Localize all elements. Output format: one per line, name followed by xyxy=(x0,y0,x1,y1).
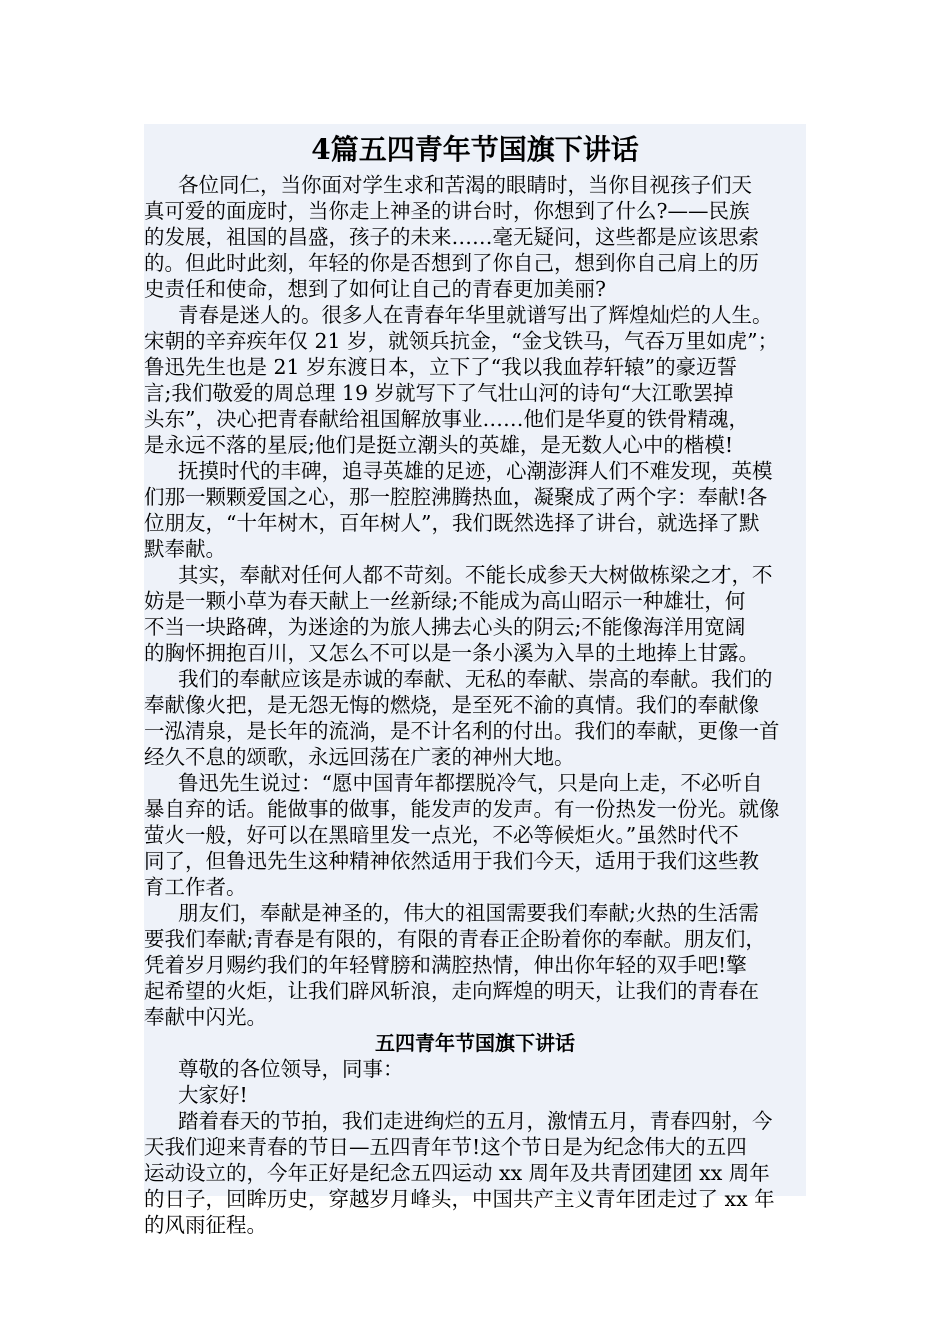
text-line: 要我们奉献;青春是有限的，有限的青春正企盼着你的奉献。朋友们， xyxy=(144,927,766,951)
text-line: 其实，奉献对任何人都不苛刻。不能长成参天大树做栋梁之才，不 xyxy=(178,563,773,587)
text-line: 的发展，祖国的昌盛，孩子的未来……毫无疑问，这些都是应该思索 xyxy=(144,225,759,249)
text-line: 不当一块路碑，为迷途的为旅人拂去心头的阴云;不能像海洋用宽阔 xyxy=(144,615,746,639)
text-line: 萤火一般，好可以在黑暗里发一点光，不必等候炬火。”虽然时代不 xyxy=(144,823,739,847)
text-line: 同了，但鲁迅先生这种精神依然适用于我们今天，适用于我们这些教 xyxy=(144,849,759,873)
text-line: 妨是一颗小草为春天献上一丝新绿;不能成为高山昭示一种雄壮，何 xyxy=(144,589,746,613)
text-line: 宋朝的辛弃疾年仅 21 岁，就领兵抗金，“金戈铁马，气吞万里如虎”； xyxy=(144,329,779,353)
section-title: 五四青年节国旗下讲话 xyxy=(375,1031,575,1055)
text-line: 青春是迷人的。很多人在青春年华里就谱写出了辉煌灿烂的人生。 xyxy=(178,303,773,327)
text-line: 凭着岁月赐约我们的年轻臂膀和满腔热情，伸出你年轻的双手吧!擎 xyxy=(144,953,747,977)
text-line: 位朋友，“十年树木，百年树人”，我们既然选择了讲台，就选择了默 xyxy=(144,511,760,535)
text-line: 史责任和使命，想到了如何让自己的青春更加美丽? xyxy=(144,277,606,301)
text-line: 踏着春天的节拍，我们走进绚烂的五月，激情五月，青春四射，今 xyxy=(178,1109,773,1133)
text-line: 们那一颗颗爱国之心，那一腔腔沸腾热血，凝聚成了两个字：奉献!各 xyxy=(144,485,768,509)
text-line: 尊敬的各位领导，同事： xyxy=(178,1057,404,1081)
text-line: 的胸怀拥抱百川，又怎么不可以是一条小溪为入旱的土地捧上甘露。 xyxy=(144,641,759,665)
text-line: 运动设立的，今年正好是纪念五四运动 xx 周年及共青团建团 xx 周年 xyxy=(144,1161,770,1185)
text-line: 育工作者。 xyxy=(144,875,247,899)
text-line: 我们的奉献应该是赤诚的奉献、无私的奉献、崇高的奉献。我们的 xyxy=(178,667,773,691)
text-line: 是永远不落的星辰;他们是挺立潮头的英雄，是无数人心中的楷模! xyxy=(144,433,734,457)
text-line: 的。但此时此刻，年轻的你是否想到了你自己，想到你自己肩上的历 xyxy=(144,251,759,275)
text-line: 奉献像火把，是无怨无悔的燃烧，是至死不渝的真情。我们的奉献像 xyxy=(144,693,759,717)
text-line: 各位同仁，当你面对学生求和苦渴的眼睛时，当你目视孩子们天 xyxy=(178,173,752,197)
text-line: 默奉献。 xyxy=(144,537,226,561)
text-line: 头东”，决心把青春献给祖国解放事业……他们是华夏的铁骨精魂， xyxy=(144,407,749,431)
text-line: 抚摸时代的丰碑，追寻英雄的足迹，心潮澎湃人们不难发现，英模 xyxy=(178,459,773,483)
text-line: 朋友们，奉献是神圣的，伟大的祖国需要我们奉献;火热的生活需 xyxy=(178,901,759,925)
text-line: 真可爱的面庞时，当你走上神圣的讲台时，你想到了什么?——民族 xyxy=(144,199,750,223)
text-line: 经久不息的颂歌，永远回荡在广袤的神州大地。 xyxy=(144,745,575,769)
document-page xyxy=(144,124,806,1237)
text-line: 鲁迅先生说过：“愿中国青年都摆脱冷气，只是向上走，不必听自 xyxy=(178,771,763,795)
text-line: 奉献中闪光。 xyxy=(144,1005,267,1029)
document-title: 4篇五四青年节国旗下讲话 xyxy=(311,133,639,166)
text-line: 的风雨征程。 xyxy=(144,1213,267,1237)
text-line: 大家好! xyxy=(178,1083,248,1107)
text-line: 一泓清泉，是长年的流淌，是不计名利的付出。我们的奉献，更像一首 xyxy=(144,719,780,743)
text-line: 天我们迎来青春的节日—五四青年节!这个节日是为纪念伟大的五四 xyxy=(144,1135,747,1159)
text-line: 的日子，回眸历史，穿越岁月峰头，中国共产主义青年团走过了 xx 年 xyxy=(144,1187,775,1211)
text-line: 起希望的火炬，让我们辟风斩浪，走向辉煌的明天，让我们的青春在 xyxy=(144,979,759,1003)
text-line: 暴自弃的话。能做事的做事，能发声的发声。有一份热发一份光。就像 xyxy=(144,797,780,821)
text-line: 鲁迅先生也是 21 岁东渡日本，立下了“我以我血荐轩辕”的豪迈誓 xyxy=(144,355,738,379)
text-line: 言;我们敬爱的周总理 19 岁就写下了气壮山河的诗句“大江歌罢掉 xyxy=(144,381,734,405)
